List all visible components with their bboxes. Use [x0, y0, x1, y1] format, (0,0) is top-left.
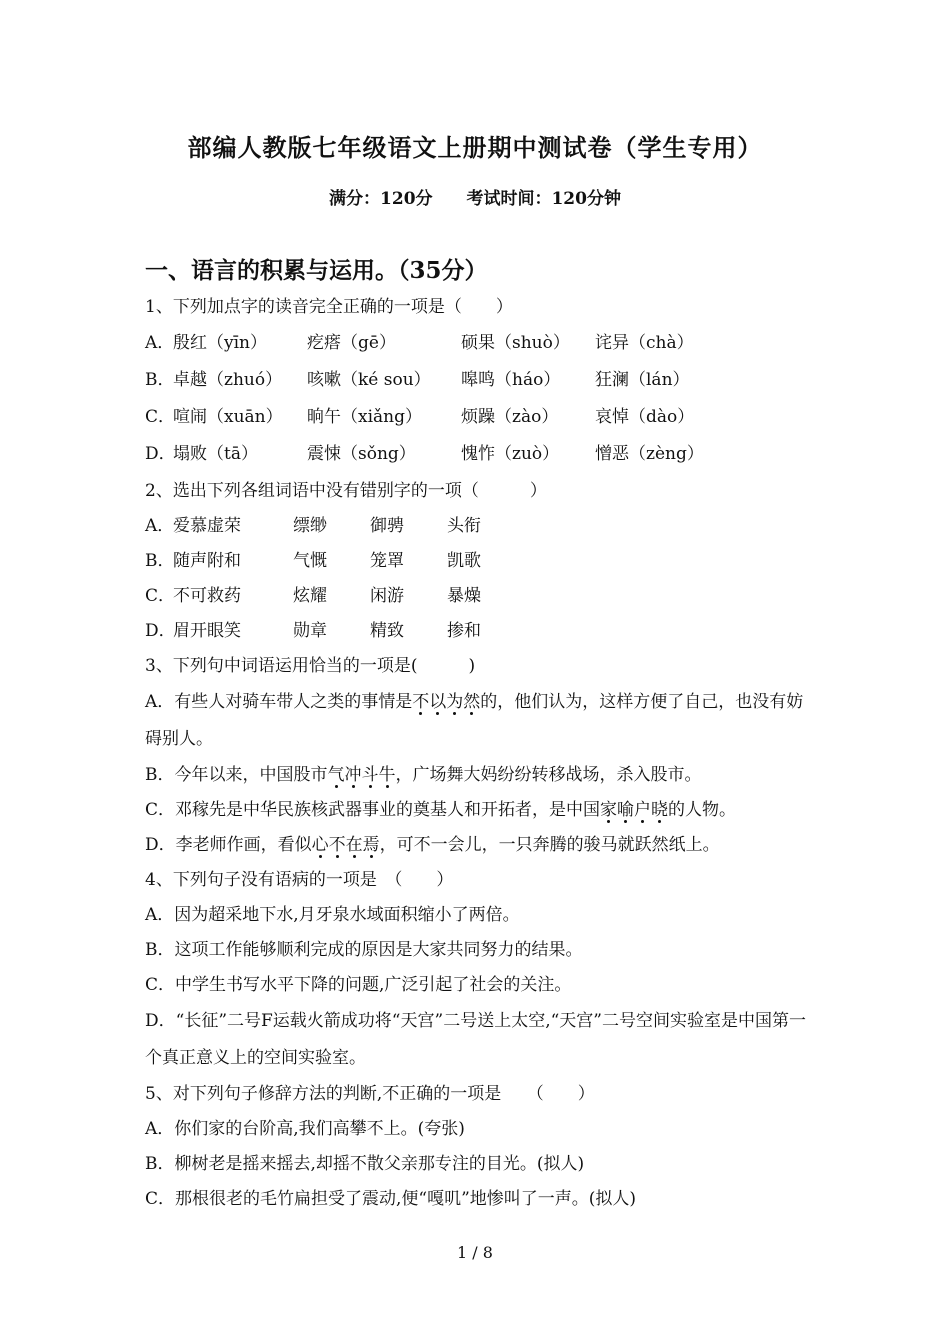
option-item: 笼罩	[370, 551, 404, 571]
option-row	[145, 544, 817, 579]
option-item: 暴燥	[447, 586, 481, 606]
option-item: 不可救药	[173, 586, 241, 606]
option-item: 硕果（shuò）	[461, 333, 570, 353]
question-4-option-b: B．这项工作能够顺利完成的原因是大家共同努力的结果。	[145, 940, 583, 960]
page-number: 1 / 8	[457, 1243, 493, 1262]
question-5-option-a: A．你们家的台阶高,我们高攀不上。(夸张)	[145, 1119, 465, 1139]
option-label: D．	[145, 444, 176, 464]
option-item: 殷红（yīn）	[173, 333, 267, 353]
option-row	[145, 325, 817, 362]
option-item: 震悚（sǒng）	[307, 444, 416, 464]
option-item: 狂澜（lán）	[595, 370, 690, 390]
option-item: 眉开眼笑	[173, 621, 241, 641]
option-item: 御骋	[370, 516, 404, 536]
option-item: 愧怍（zuò）	[461, 444, 560, 464]
dotted-phrase: 心不在焉	[311, 835, 380, 855]
option-row	[145, 399, 817, 436]
option-label: C．	[145, 586, 176, 606]
option-item: 哀悼（dào）	[595, 407, 695, 427]
question-3-stem: 3、下列句中词语运用恰当的一项是( )	[145, 656, 476, 676]
option-item: 疙瘩（gē）	[307, 333, 396, 353]
option-label: A．	[145, 333, 175, 353]
option-item: 凯歌	[447, 551, 481, 571]
option-item: 头衔	[447, 516, 481, 536]
option-label: C．	[145, 407, 176, 427]
question-4-stem: 4、下列句子没有语病的一项是 （ ）	[145, 870, 454, 890]
option-item: 精致	[370, 621, 404, 641]
exam-meta	[0, 184, 950, 209]
option-item: 爱慕虚荣	[173, 516, 241, 536]
option-row	[145, 614, 817, 649]
option-item: 咳嗽（ké sou）	[307, 370, 431, 390]
question-4-option-d: D．“长征”二号F运载火箭成功将“天宫”二号送上太空,“天宫”二号空间实验室是中国第一个真正意义上的空间实验室。	[145, 1011, 806, 1068]
option-item: 闲游	[370, 586, 404, 606]
option-label: A．	[145, 516, 175, 536]
question-2-options	[145, 509, 817, 649]
question-3-option-d: D．李老师作画，看似心不在焉，可不一会儿，一只奔腾的骏马就跃然纸上。	[145, 835, 720, 855]
dotted-phrase: 不以为然	[412, 692, 481, 712]
option-row	[145, 362, 817, 399]
exam-time: 考试时间：120分钟	[466, 189, 621, 209]
question-5-stem: 5、对下列句子修辞方法的判断,不正确的一项是 （ ）	[145, 1084, 595, 1104]
option-item: 掺和	[447, 621, 481, 641]
full-marks: 满分：120分	[329, 189, 433, 209]
dotted-phrase: 家喻户晓	[600, 800, 669, 820]
option-item: 卓越（zhuó）	[173, 370, 283, 390]
option-item: 诧异（chà）	[595, 333, 694, 353]
option-item: 随声附和	[173, 551, 241, 571]
section-heading: 一、语言的积累与运用。（35分）	[145, 257, 488, 284]
option-item: 烦躁（zào）	[461, 407, 559, 427]
question-3-option-b: B．今年以来，中国股市气冲斗牛，广场舞大妈纷纷转移战场，杀入股市。	[145, 765, 702, 785]
option-item: 嗥鸣（háo）	[461, 370, 561, 390]
option-item: 勋章	[293, 621, 327, 641]
option-row	[145, 579, 817, 614]
option-row	[145, 436, 817, 473]
question-2-stem: 2、选出下列各组词语中没有错别字的一项（ ）	[145, 481, 547, 501]
option-label: B．	[145, 551, 175, 571]
question-5-option-b: B．柳树老是摇来摇去,却摇不散父亲那专注的目光。(拟人)	[145, 1154, 585, 1174]
option-item: 塌败（tā）	[173, 444, 258, 464]
option-label: D．	[145, 621, 176, 641]
option-row	[145, 509, 817, 544]
page-title: 部编人教版七年级语文上册期中测试卷（学生专用）	[187, 133, 763, 162]
option-item: 憎恶（zèng）	[595, 444, 704, 464]
question-1-stem: 1、下列加点字的读音完全正确的一项是（ ）	[145, 297, 513, 317]
question-4-option-a: A．因为超采地下水,月牙泉水域面积缩小了两倍。	[145, 905, 520, 925]
question-1-options	[145, 325, 817, 473]
question-3-option-a: A．有些人对骑车带人之类的事情是不以为然的，他们认为，这样方便了自己，也没有妨碍别人。	[145, 692, 804, 749]
option-item: 缥缈	[293, 516, 327, 536]
question-5-option-c: C．那根很老的毛竹扁担受了震动,便“嘎叽”地惨叫了一声。(拟人)	[145, 1189, 637, 1209]
dotted-phrase: 气冲斗牛	[327, 765, 396, 785]
question-4-option-c: C．中学生书写水平下降的问题,广泛引起了社会的关注。	[145, 975, 572, 995]
questions	[145, 290, 817, 1217]
option-item: 喧闹（xuān）	[173, 407, 283, 427]
option-item: 炫耀	[293, 586, 327, 606]
option-item: 气慨	[293, 551, 327, 571]
option-item: 晌午（xiǎng）	[307, 407, 422, 427]
option-label: B．	[145, 370, 175, 390]
question-3-option-c: C．邓稼先是中华民族核武器事业的奠基人和开拓者，是中国家喻户晓的人物。	[145, 800, 737, 820]
